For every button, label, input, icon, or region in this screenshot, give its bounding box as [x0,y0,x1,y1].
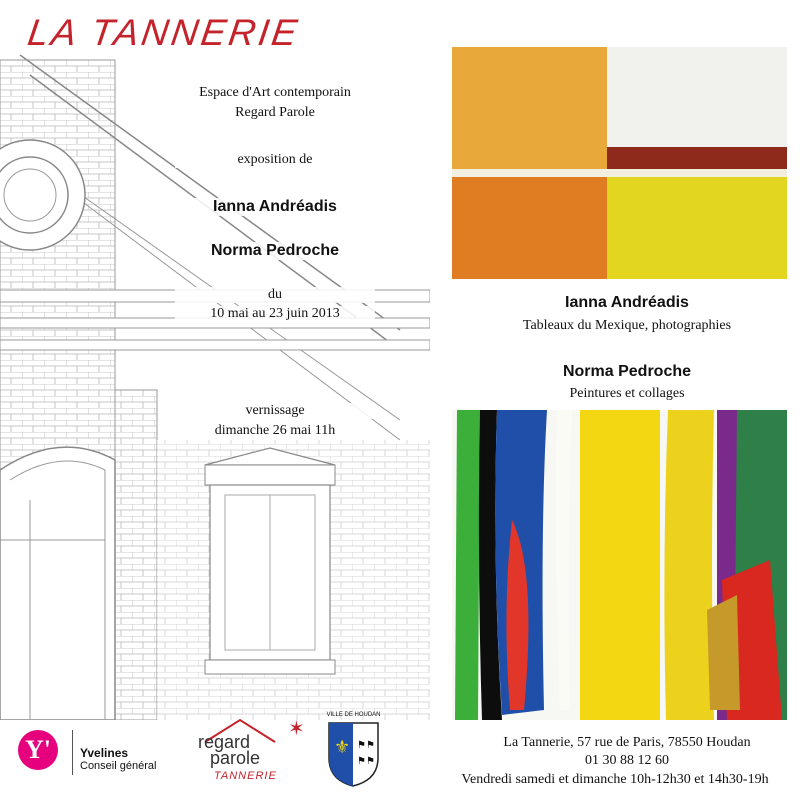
footer-address: La Tannerie, 57 rue de Paris, 78550 Houdan [503,735,751,750]
houdan-label: VILLE DE HOUDAN [326,712,381,718]
svg-text:⚑⚑: ⚑⚑ [357,740,375,751]
yvelines-logo: Y' [18,730,58,770]
intro-line-2: Regard Parole [175,105,375,121]
star-icon: ✶ [288,718,305,740]
right-artist-2-name: Norma Pedroche [562,363,692,380]
yvelines-name: Yvelines [80,746,129,760]
right-artist-1-desc: Tableaux du Mexique, photographies [522,318,732,333]
footer-hours: Vendredi samedi et dimanche 10h-12h30 et 14h30-19h [461,772,769,787]
artist-2-name: Norma Pedroche [175,242,375,260]
svg-text:⚜: ⚜ [334,737,351,758]
painting-andreadis [452,47,787,279]
intro-line-3: exposition de [175,152,375,168]
dates-du: du [175,287,375,303]
painting-pedroche [452,410,787,720]
yvelines-sub: Conseil général [80,760,157,772]
right-artist-2-desc: Peintures et collages [569,386,685,401]
right-artist-1-name: Ianna Andréadis [565,294,689,311]
artist-1-name: Ianna Andréadis [175,198,375,216]
logo-divider [72,730,73,775]
vernissage-label: vernissage [175,403,375,419]
tannerie-small: TANNERIE [214,770,277,782]
houdan-logo [326,712,381,792]
intro-line-1: Espace d'Art contemporain [175,85,375,101]
exhibition-dates: 10 mai au 23 juin 2013 [175,306,375,322]
vernissage-date: dimanche 26 mai 11h [175,423,375,439]
footer-phone: 01 30 88 12 60 [585,753,669,768]
svg-text:⚑⚑: ⚑⚑ [357,756,375,767]
page-title: LA TANNERIE [25,12,303,53]
regard-parole-logo [190,712,290,792]
regard-line-2: parole [210,748,261,768]
coat-of-arms-icon [326,718,381,788]
regard-line-1: regard [198,732,251,752]
